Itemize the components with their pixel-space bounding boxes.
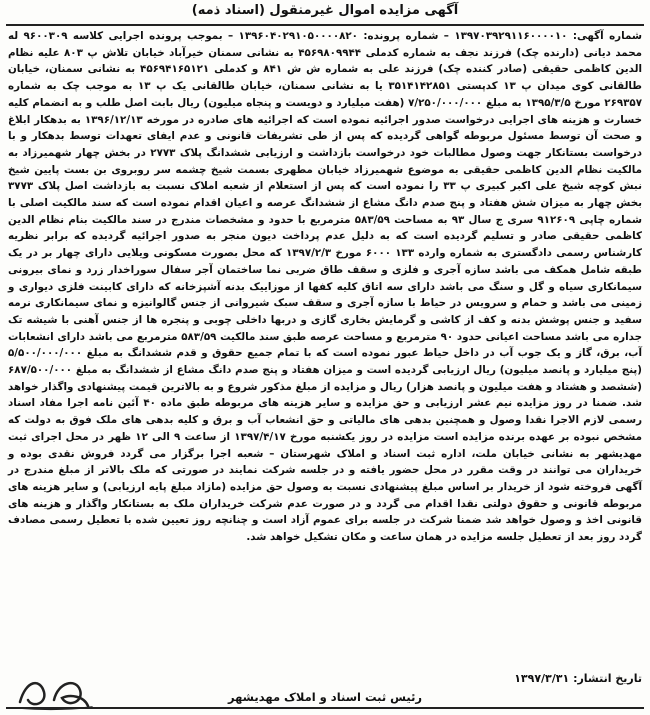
title-divider xyxy=(6,24,644,26)
notice-paragraph: شماره آگهی: ۱۳۹۷۰۳۹۲۹۱۱۶۰۰۰۰۱۰ – شماره پرونده: ۱۳۹۶۰۴۰۲۹۱۰۵۰۰۰۰۸۲۰ – بموجب پرونده اجرایی کلاسه ۹۶۰۰۳۰۹ له محمد دیانی (دارنده چک) فرزند نجف به شماره کدملی ۴۵۶۹۸۰۹۹۴۴ به نشانی سمنان خیرآباد خیابان تلاش پ ۸۰۳ علیه نظام الدین کاظمی حقیقی (صادر کننده چک) فرزند علی به شماره ش ش ۸۴۱ و کدملی ۴۵۶۹۴۱۶۵۱۲۱ به نشانی سمنان، خیابان طالقانی کوی میدان پ ۱۳ کدپستی ۳۵۱۴۱۴۲۸۵۱ یا به نشانی سمنان، خیابان طالقانی یک پ ۱۳ به موجب چک به شماره ۲۶۹۳۵۷ مورخ ۱۳۹۵/۳/۵ به مبلغ ۷/۲۵۰/۰۰۰/۰۰۰ (هفت میلیارد و دویست و پنجاه میلیون) ریال بابت اصل طلب و به انضمام کلیه خسارت و هزینه های اجرایی درخواست صدور اجرائیه نموده است که اجرائیه های صادره در مورخه ۱۳۹۶/۱۲/۱۳ به بدهکار ابلاغ و صحت آن توسط مسئول مربوطه گواهی گردیده که پس از طی تشریفات قانونی و عدم ایفای تعهدات توسط بدهکار و با درخواست بستانکار جهت وصول مطالبات خود درخواست بازداشت و ارزیابی ششدانگ پلاک ۲۷۷۳ در بخش چهار شهمیرزاد به مالکیت نظام الدین کاظمی حقیقی به موضوع شهمیرزاد خیابان مطهری بسمت شیخ چشمه سر روبروی بن بست پایین شیخ نبش کوچه شیخ علی اکبر کبیری پ ۳۳ را نموده است که پس از استعلام از شعبه املاک نسبت به بازداشت اصل پلاک ۳۷۷۳ بخش چهار به میزان شش هفتاد و پنج صدم دانگ مشاع از ششدانگ عرصه و اعیان اقدام نموده است که سند مالکیت اصلی با شماره چاپی ۹۱۲۶۰۹ سری ج سال ۹۳ به مساحت ۵۸۳/۵۹ مترمربع با حدود و مشخصات مندرج در سند مالکیت بنام نظام الدین کاظمی حقیقی صادر و تسلیم گردیده است که به دلیل عدم پرداخت دیون منجر به صدور اجرائیه گردیده که برابر نظریه کارشناس رسمی دادگستری به شماره وارده ۱۳۳ ۶۰۰۰ مورخ ۱۳۹۷/۲/۳ که محل بصورت مسکونی ویلایی دارای چهار بر در یک طبقه شامل همکف می باشد سازه آجری و فلزی و سقف طاق ضربی نما ساختمان آجر سفال سوراخدار زرد و نمای بیرونی سیمانکاری سیاه و گل و سنگ می باشد دارای سه اتاق کلیه کفها از موزاییک بدنه آشپزخانه که دارای کابینت فلزی دیواری و زمینی می باشد و حمام و سرویس در حیاط با سازه آجری و سقف سبک شیروانی از جنس گالوانیزه و نمای سیمانکاری نرمه سفید و جنس پوشش بدنه و کف از کاشی و گرمایش بخاری گازی و دربها داخلی چوبی و پنجره ها از جنس آهنی با شیشه تک جداره می باشد مساحت اعیانی حدود ۹۰ مترمربع و مساحت عرصه طبق سند مالکیت ۵۸۳/۵۹ مترمربع می باشد دارای انشعابات آب، برق، گاز و یک جوب آب در داخل حیاط عبور نموده است که با تمام جمیع حقوق و قدم ششدانگ به مبلغ ۵/۵۰۰/۰۰۰/۰۰۰ (پنج میلیارد و پانصد میلیون) ریال ارزیابی گردیده است و میزان هفتاد و پنج صدم دانگ مشاع از ششدانگ به مبلغ ۶۸۷/۵۰۰/۰۰۰ (ششصد و هشتاد و هفت میلیون و پانصد هزار) ریال و مزایده از مبلغ مذکور شروع و به بالاترین قیمت پیشنهادی واگذار خواهد شد. ضمنا در روز مزایده نیم عشر ارزیابی و حق مزایده و سایر هزینه های مربوطه طبق ماده ۴۰ آئین نامه اجرا مفاد اسناد رسمی لازم الاجرا نقدا وصول و همچنین بدهی های مالیاتی و حق انشعاب آب و برق و کلیه بدهی های ملک فوق به دولت که مشخص نبوده بر عهده برنده مزایده است مزایده در روز یکشنبه مورخ ۱۳۹۷/۴/۱۷ از ساعت ۹ الی ۱۲ ظهر در محل اجرای ثبت مهدیشهر به نشانی خیابان ملت، اداره ثبت اسناد و املاک شهرستان – شعبه اجرا برگزار می گردد فروش نقدی بوده و خریداران می توانند در وقت مقرر در محل حضور یافته و در جلسه شرکت نمایند در صورتی که ملک بالاتر از مبلغ مندرج در آگهی فروخته شود از خریدار بر اساس مبلغ پیشنهادی نسبت به وصول حق مزایده (مازاد مبلغ پایه ارزیابی) و سایر هزینه های مربوطه قانونی و حقوق دولتی نقدا اقدام می گردد و در صورت عدم شرکت خریداران ملک به بستانکار واگذار و هزینه های قانونی اخذ و وصول خواهد شد ضمنا شرکت در جلسه برای عموم آزاد است و چنانچه روز تعیین شده با تعطیل رسمی مصادف گردد روز بعد از تعطیل جلسه مزایده در همان ساعت و مکان تشکیل خواهد شد. xyxy=(8,30,643,544)
publication-date: تاریخ انتشار: ۱۳۹۷/۳/۳۱ xyxy=(514,672,642,685)
notice-body xyxy=(8,28,642,546)
notice-title: آگهی مزایده اموال غیرمنقول (اسناد ذمه) xyxy=(191,3,459,18)
bottom-divider xyxy=(6,707,644,709)
signature-line: رئیس ثبت اسناد و املاک مهدیشهر xyxy=(227,690,423,704)
